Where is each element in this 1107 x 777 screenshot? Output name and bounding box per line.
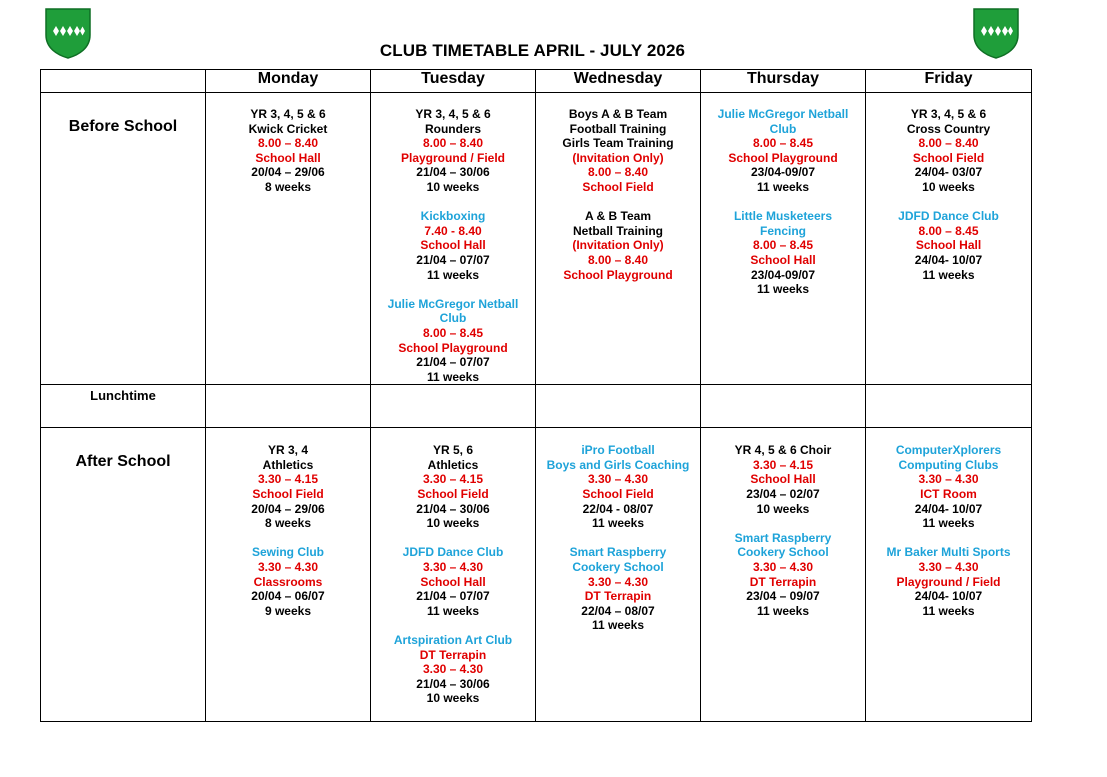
club-entry — [866, 545, 1031, 618]
club-line: 23/04-09/07 — [750, 267, 816, 282]
club-line: School Field — [582, 179, 654, 194]
club-line: 3.30 – 4.30 — [918, 472, 979, 487]
club-line: YR 3, 4, 5 & 6 — [250, 107, 326, 121]
club-line: 11 weeks — [591, 516, 645, 531]
cell-content — [536, 428, 700, 633]
club-line: Boys and Girls Coaching — [546, 457, 690, 472]
club-line: School Hall — [255, 150, 321, 165]
club-entry — [866, 443, 1031, 531]
club-line: YR 5, 6 — [432, 443, 474, 458]
day-header-row — [41, 70, 1032, 93]
club-line: School Hall — [420, 238, 486, 253]
club-line: 8.00 – 8.40 — [422, 136, 484, 151]
club-line: School Playground — [563, 267, 673, 282]
club-line: School Field — [582, 487, 654, 502]
timetable-cell — [371, 93, 536, 385]
club-line: (Invitation Only) — [572, 150, 664, 165]
club-line: Cookery School — [572, 560, 664, 575]
club-line: Boys A & B Team — [568, 107, 668, 121]
club-entry — [371, 107, 535, 195]
club-line: 20/04 – 29/06 — [251, 165, 325, 180]
club-line: 24/04- 03/07 — [914, 165, 983, 180]
club-line: 3.30 – 4.30 — [752, 560, 814, 575]
club-line: Kwick Cricket — [248, 121, 328, 136]
session-label: After School — [75, 453, 171, 471]
timetable-cell — [536, 428, 701, 722]
club-line: (Invitation Only) — [572, 238, 664, 253]
day-header-friday: Friday — [866, 70, 1032, 93]
club-line: Fencing — [759, 223, 806, 238]
club-line: 11 weeks — [922, 603, 975, 618]
club-line: School Hall — [915, 238, 982, 253]
club-line: DT Terrapin — [584, 589, 652, 604]
club-line: 21/04 – 07/07 — [416, 252, 490, 267]
timetable-cell — [536, 385, 701, 428]
session-label-cell — [41, 428, 206, 722]
club-line: 8.00 – 8.45 — [752, 238, 814, 253]
club-line: Playground / Field — [400, 150, 505, 165]
day-header-tuesday: Tuesday — [371, 70, 536, 93]
club-line: A & B Team — [584, 209, 651, 224]
club-entry — [371, 545, 535, 618]
club-line: 20/04 – 29/06 — [251, 501, 325, 516]
day-header-monday: Monday — [206, 70, 371, 93]
club-line: 3.30 – 4.15 — [422, 472, 484, 487]
club-entry — [866, 107, 1031, 195]
club-line: School Playground — [728, 150, 838, 165]
timetable-cell — [371, 428, 536, 722]
club-line: 21/04 – 30/06 — [416, 501, 490, 516]
club-line: Classrooms — [253, 574, 323, 589]
club-entry — [701, 209, 865, 297]
session-row-after-school — [41, 428, 1032, 722]
club-line: Netball Training — [572, 223, 663, 238]
club-line: 3.30 – 4.30 — [422, 560, 484, 575]
club-line: Sewing Club — [252, 545, 324, 560]
club-line: 21/04 – 07/07 — [416, 589, 490, 604]
club-line: Smart Raspberry — [734, 530, 832, 545]
cell-content — [371, 428, 535, 706]
club-line: 11 weeks — [426, 603, 480, 618]
club-line: YR 3, 4, 5 & 6 — [910, 107, 987, 121]
club-line: 24/04- 10/07 — [914, 252, 983, 267]
club-line: 21/04 – 07/07 — [416, 355, 490, 370]
club-line: 8 weeks — [264, 179, 312, 194]
club-line: Smart Raspberry — [569, 545, 667, 560]
club-line: ComputerXplorers — [895, 443, 1002, 458]
day-header-wednesday: Wednesday — [536, 70, 701, 93]
club-line: 11 weeks — [756, 603, 810, 618]
club-line: Kickboxing — [420, 209, 486, 224]
club-line: 8 weeks — [264, 516, 312, 531]
club-entry — [371, 443, 535, 531]
club-line: Cookery School — [737, 545, 829, 560]
club-line: 10 weeks — [756, 501, 810, 516]
club-line: Julie McGregor Netball — [387, 296, 519, 311]
club-entry — [206, 107, 370, 195]
timetable-cell — [371, 385, 536, 428]
club-line: 9 weeks — [264, 603, 312, 618]
club-line: School Field — [417, 487, 489, 502]
club-line: 23/04-09/07 — [750, 165, 816, 180]
club-line: 3.30 – 4.30 — [587, 472, 649, 487]
club-line: YR 3, 4 — [267, 443, 309, 458]
club-line: 22/04 - 08/07 — [582, 501, 654, 516]
club-line: Athletics — [427, 457, 479, 472]
club-line: 8.00 – 8.40 — [587, 165, 649, 180]
session-label-cell — [41, 93, 206, 385]
cell-content — [701, 93, 865, 297]
club-line: 21/04 – 30/06 — [416, 165, 490, 180]
club-line: 24/04- 10/07 — [914, 589, 983, 604]
club-line: 22/04 – 08/07 — [581, 603, 655, 618]
club-line: 11 weeks — [591, 618, 645, 633]
club-line: Cross Country — [906, 121, 991, 136]
club-entry — [701, 443, 865, 516]
club-line: 3.30 – 4.30 — [422, 662, 484, 677]
timetable-cell — [866, 385, 1032, 428]
club-entry — [371, 297, 535, 385]
club-entry — [371, 209, 535, 282]
club-entry — [866, 209, 1031, 282]
cell-content — [701, 428, 865, 618]
club-line: Computing Clubs — [898, 457, 999, 472]
club-line: 10 weeks — [426, 516, 480, 531]
club-line: Playground / Field — [896, 574, 1001, 589]
club-entry — [536, 209, 700, 282]
club-line: Rounders — [424, 121, 481, 136]
club-line: 11 weeks — [922, 516, 975, 531]
cell-content — [536, 93, 700, 282]
club-line: 21/04 – 30/06 — [416, 676, 490, 691]
club-line: 11 weeks — [756, 282, 810, 297]
timetable-cell — [536, 93, 701, 385]
timetable-cell — [206, 385, 371, 428]
club-entry — [206, 545, 370, 618]
session-row-before-school — [41, 93, 1032, 385]
club-line: 3.30 – 4.30 — [587, 574, 649, 589]
club-line: 20/04 – 06/07 — [251, 589, 325, 604]
club-entry — [371, 633, 535, 706]
club-line: 3.30 – 4.15 — [257, 472, 319, 487]
club-entry — [536, 443, 700, 531]
club-line: JDFD Dance Club — [898, 209, 999, 224]
club-line: YR 4, 5 & 6 Choir — [734, 443, 832, 458]
club-line: Artspiration Art Club — [393, 633, 513, 647]
club-line: DT Terrapin — [419, 647, 487, 662]
club-line: 23/04 – 02/07 — [746, 487, 820, 502]
day-header-thursday: Thursday — [701, 70, 866, 93]
club-line: 10 weeks — [922, 179, 975, 194]
club-line: School Hall — [750, 252, 816, 267]
session-row-lunchtime — [41, 385, 1032, 428]
club-line: Club — [439, 311, 467, 326]
cell-content — [866, 428, 1031, 618]
timetable-cell — [206, 93, 371, 385]
club-line: 10 weeks — [426, 691, 480, 706]
timetable-cell — [866, 93, 1032, 385]
club-line: 7.40 - 8.40 — [424, 223, 482, 238]
club-line: 11 weeks — [922, 267, 975, 282]
club-line: Athletics — [262, 457, 314, 472]
club-line: YR 3, 4, 5 & 6 — [415, 107, 491, 121]
cell-content — [371, 93, 535, 384]
club-line: 8.00 – 8.45 — [422, 325, 484, 340]
cell-content — [866, 93, 1031, 282]
club-entry — [206, 443, 370, 531]
club-line: 10 weeks — [426, 179, 480, 194]
club-line: Football Training — [569, 121, 667, 136]
club-line: JDFD Dance Club — [402, 545, 504, 560]
club-line: 8.00 – 8.40 — [918, 136, 979, 151]
club-line: Julie McGregor Netball — [717, 107, 849, 121]
club-line: iPro Football — [581, 443, 655, 458]
club-line: ICT Room — [920, 487, 977, 502]
club-line: Club — [769, 121, 797, 136]
club-line: School Playground — [398, 340, 508, 355]
club-line: 3.30 – 4.30 — [918, 560, 979, 575]
club-line: 11 weeks — [426, 369, 480, 384]
timetable-cell — [206, 428, 371, 722]
club-entry — [701, 531, 865, 619]
club-line: School Hall — [420, 574, 486, 589]
club-line: 3.30 – 4.15 — [752, 457, 814, 472]
page-title: CLUB TIMETABLE APRIL - JULY 2026 — [379, 41, 686, 60]
club-line: 3.30 – 4.30 — [257, 560, 319, 575]
club-line: 8.00 – 8.40 — [257, 136, 319, 151]
club-line: School Field — [912, 150, 985, 165]
timetable-cell — [701, 385, 866, 428]
club-line: School Field — [252, 487, 324, 502]
session-label: Lunchtime — [90, 388, 156, 404]
corner-cell — [41, 70, 206, 93]
club-line: School Hall — [750, 472, 816, 487]
timetable — [40, 69, 1032, 722]
club-entry — [536, 545, 700, 633]
club-entry — [701, 107, 865, 195]
club-line: 8.00 – 8.40 — [587, 252, 649, 267]
club-line: 11 weeks — [426, 267, 480, 282]
club-line: 23/04 – 09/07 — [746, 589, 820, 604]
club-line: 24/04- 10/07 — [914, 501, 983, 516]
cell-content — [206, 93, 370, 195]
session-label-cell — [41, 385, 206, 428]
cell-content — [206, 428, 370, 618]
club-line: 8.00 – 8.45 — [752, 136, 814, 151]
club-line: Mr Baker Multi Sports — [886, 545, 1011, 560]
timetable-cell — [866, 428, 1032, 722]
club-line: DT Terrapin — [749, 574, 817, 589]
timetable-cell — [701, 428, 866, 722]
club-line: Girls Team Training — [562, 136, 674, 151]
club-entry — [536, 107, 700, 195]
club-line: Little Musketeers — [733, 209, 833, 224]
club-line: 8.00 – 8.45 — [918, 223, 979, 238]
club-line: 11 weeks — [756, 179, 810, 194]
session-label: Before School — [68, 118, 178, 135]
timetable-cell — [701, 93, 866, 385]
